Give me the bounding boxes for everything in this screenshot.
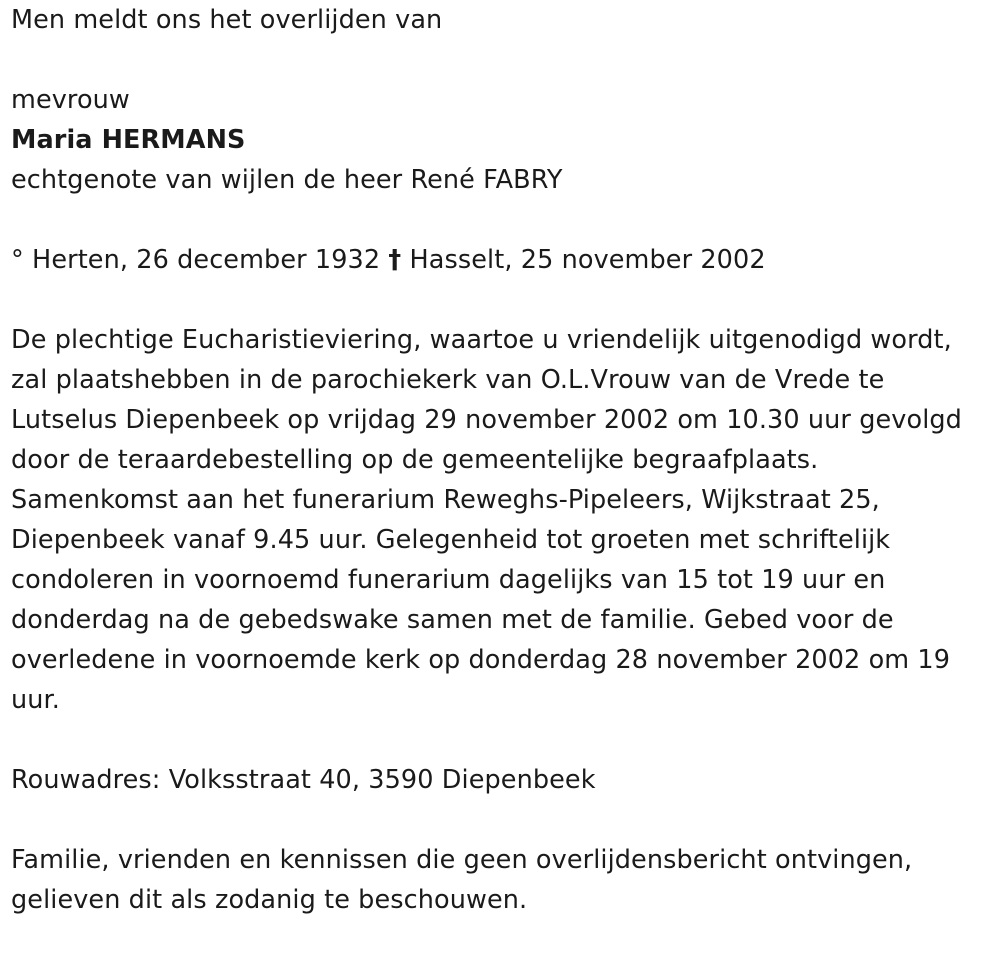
ceremony-line: donderdag na de gebedswake samen met de familie. Gebed voor de — [11, 605, 894, 635]
ceremony-paragraph — [11, 320, 996, 720]
birth-text: ° Herten, 26 december 1932 — [11, 245, 381, 275]
ceremony-line: Diepenbeek vanaf 9.45 uur. Gelegenheid tot groeten met schriftelijk — [11, 525, 891, 555]
mourning-address: Rouwadres: Volksstraat 40, 3590 Diepenbeek — [11, 765, 596, 795]
closing-line: Familie, vrienden en kennissen die geen overlijdensbericht ontvingen, — [11, 845, 913, 875]
cross-icon: † — [388, 245, 402, 275]
death-text: Hasselt, 25 november 2002 — [409, 245, 766, 275]
intro-text: Men meldt ons het overlijden van — [11, 5, 443, 35]
title-text: mevrouw — [11, 85, 130, 115]
spouse-text: echtgenote van wijlen de heer René FABRY — [11, 165, 563, 195]
death-notice — [11, 0, 996, 920]
ceremony-line: Lutselus Diepenbeek op vrijdag 29 november 2002 om 10.30 uur gevolgd — [11, 405, 962, 435]
ceremony-line: Samenkomst aan het funerarium Reweghs-Pipeleers, Wijkstraat 25, — [11, 485, 880, 515]
ceremony-line: uur. — [11, 685, 60, 715]
dates-line — [11, 240, 996, 280]
ceremony-line: overledene in voornoemde kerk op donderdag 28 november 2002 om 19 — [11, 645, 951, 675]
ceremony-line: door de teraardebestelling op de gemeentelijke begraafplaats. — [11, 445, 819, 475]
closing-line: gelieven dit als zodanig te beschouwen. — [11, 885, 528, 915]
deceased-name: Maria HERMANS — [11, 125, 246, 155]
ceremony-line: condoleren in voornoemd funerarium dagelijks van 15 tot 19 uur en — [11, 565, 886, 595]
ceremony-line: De plechtige Eucharistieviering, waartoe u vriendelijk uitgenodigd wordt, — [11, 325, 952, 355]
closing-paragraph — [11, 840, 996, 920]
ceremony-line: zal plaatshebben in de parochiekerk van O.L.Vrouw van de Vrede te — [11, 365, 885, 395]
